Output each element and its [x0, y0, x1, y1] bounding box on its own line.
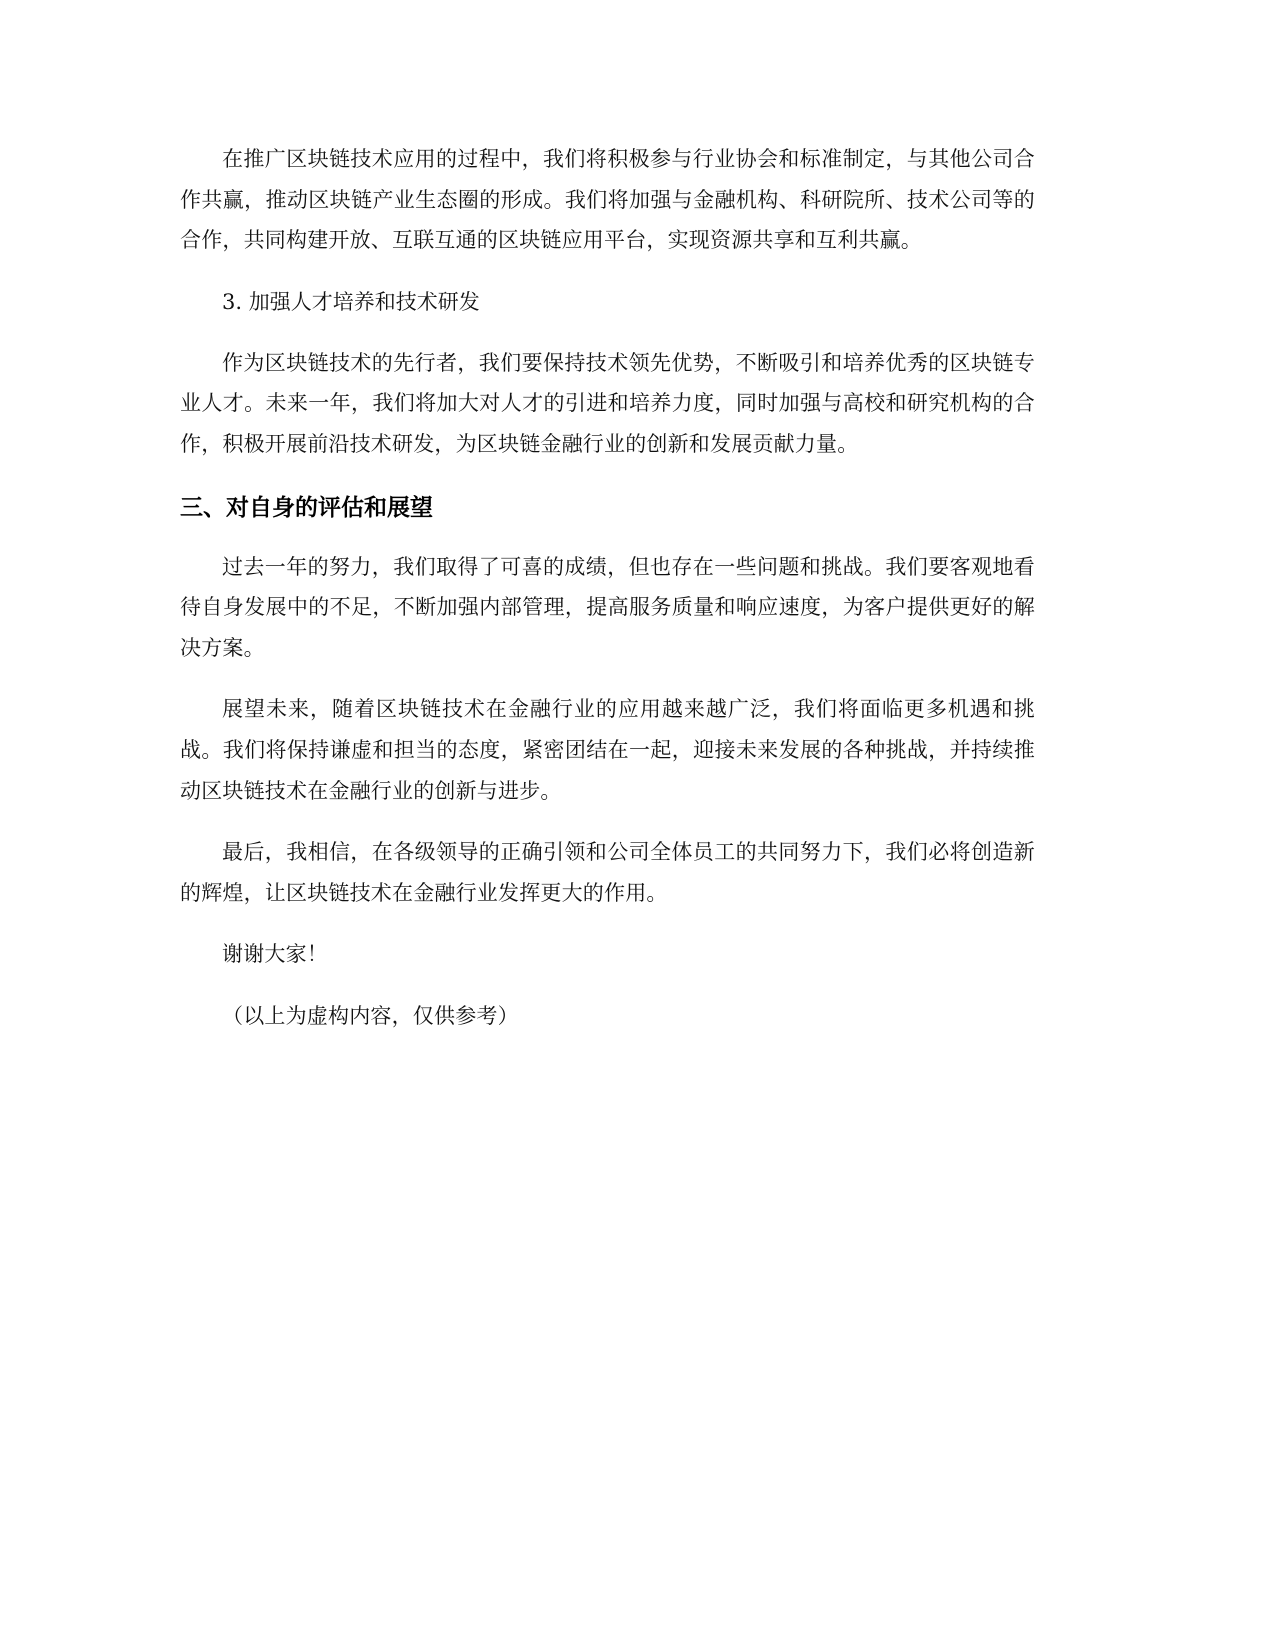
section-heading-self-assessment: 三、对自身的评估和展望 [180, 494, 433, 521]
paragraph-disclaimer: （以上为虚构内容，仅供参考） [222, 1003, 519, 1028]
paragraph-past-year-review: 过去一年的努力，我们取得了可喜的成绩，但也存在一些问题和挑战。我们要客观地看待自身发展中的不足，不断加强内部管理，提高服务质量和响应速度，为客户提供更好的解决方案。 [180, 554, 1035, 660]
subheading-talent-and-rd: 3. 加强人才培养和技术研发 [222, 289, 480, 314]
paragraph-thanks: 谢谢大家！ [222, 942, 328, 967]
document-body [180, 139, 1035, 1037]
paragraph-industry-cooperation: 在推广区块链技术应用的过程中，我们将积极参与行业协会和标准制定，与其他公司合作共赢，推动区块链产业生态圈的形成。我们将加强与金融机构、科研院所、技术公司等的合作，共同构建开放、互联互通的区块链应用平台，实现资源共享和互利共赢。 [180, 147, 1035, 253]
paragraph-talent-development: 作为区块链技术的先行者，我们要保持技术领先优势，不断吸引和培养优秀的区块链专业人才。未来一年，我们将加大对人才的引进和培养力度，同时加强与高校和研究机构的合作，积极开展前沿技术研发，为区块链金融行业的创新和发展贡献力量。 [180, 350, 1035, 456]
paragraph-outlook: 展望未来，随着区块链技术在金融行业的应用越来越广泛，我们将面临更多机遇和挑战。我们将保持谦虚和担当的态度，紧密团结在一起，迎接未来发展的各种挑战，并持续推动区块链技术在金融行业的创新与进步。 [180, 697, 1035, 803]
paragraph-closing-belief: 最后，我相信，在各级领导的正确引领和公司全体员工的共同努力下，我们必将创造新的辉煌，让区块链技术在金融行业发挥更大的作用。 [180, 840, 1035, 905]
